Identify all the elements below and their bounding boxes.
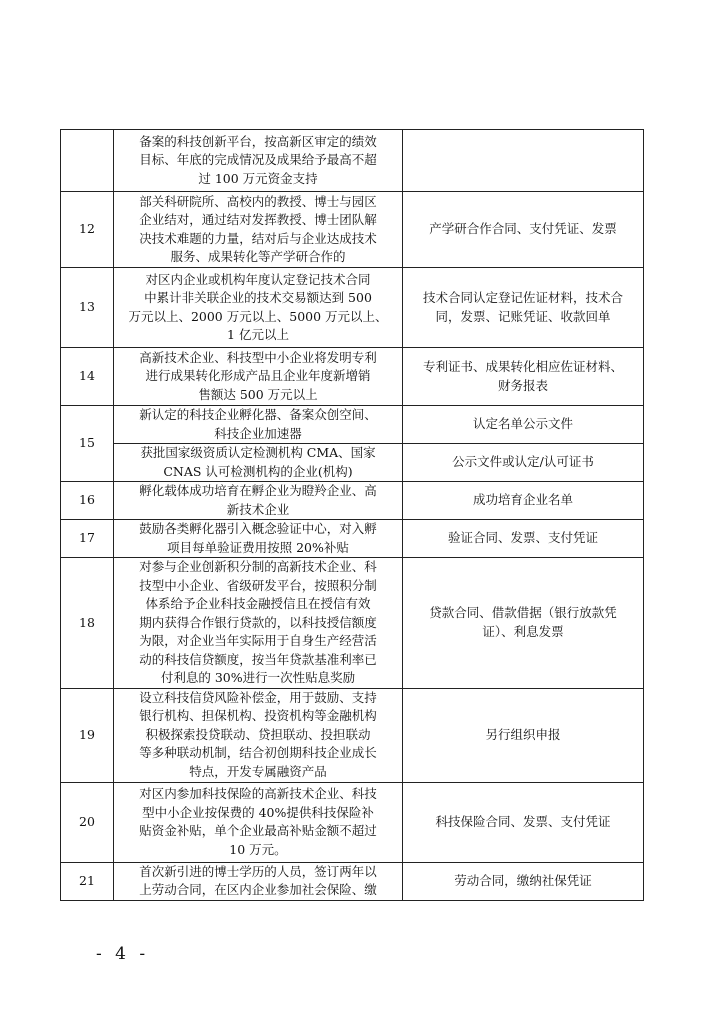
description-line: 体系给予企业科技金融授信且在授信有效	[145, 596, 371, 611]
table-row	[61, 688, 644, 782]
row-number: 14	[61, 348, 114, 406]
policy-description	[114, 268, 403, 348]
row-number: 15	[61, 406, 114, 482]
description-line: 企业结对，通过结对发挥教授、博士团队解	[139, 212, 377, 227]
description-line: 决技术难题的力量，结对后与企业达成技术	[139, 230, 377, 246]
description-line: 1 亿元以上	[227, 327, 289, 342]
policy-description	[114, 130, 403, 192]
required-materials	[403, 782, 644, 862]
required-materials	[403, 558, 644, 689]
row-number: 17	[61, 520, 114, 558]
policy-description	[114, 348, 403, 406]
required-materials	[403, 130, 644, 192]
required-materials	[403, 862, 644, 900]
table-row	[61, 192, 644, 268]
table-row	[61, 782, 644, 862]
row-number: 19	[61, 688, 114, 782]
description-line: 过 100 万元资金支持	[198, 170, 318, 186]
description-line: 积极探索投贷联动、贷担联动、投担联动	[145, 726, 371, 742]
description-line: CNAS 认可检测机构的企业(机构)	[163, 463, 353, 479]
materials-line: 认定名单公示文件	[472, 416, 573, 432]
description-line: 银行机构、担保机构、投资机构等金融机构	[139, 708, 377, 724]
policy-table	[60, 129, 644, 901]
description-line: 孵化载体成功培育在孵企业为瞪羚企业、高	[139, 483, 377, 498]
description-line: 付利息的 30%进行一次性贴息奖励	[160, 670, 356, 685]
description-line: 特点，开发专属融资产品	[189, 763, 327, 779]
description-line: 型中小企业按保费的 40%提供科技保险补	[142, 804, 374, 820]
required-materials	[403, 482, 644, 520]
materials-line: 技术合同认定登记佐证材料，技术合	[422, 290, 623, 305]
table-row	[61, 558, 644, 689]
materials-line: 成功培育企业名单	[472, 492, 573, 508]
policy-description	[114, 482, 403, 520]
table-row	[61, 268, 644, 348]
materials-line: 劳动合同，缴纳社保凭证	[454, 872, 592, 888]
description-line: 万元以上、2000 万元以上、5000 万元以上、	[128, 308, 388, 324]
description-line: 部关科研院所、高校内的教授、博士与园区	[139, 193, 377, 209]
table-row	[61, 130, 644, 192]
materials-line: 专利证书、成果转化相应佐证材料、	[422, 359, 623, 374]
description-line: 对区内参加科技保险的高新技术企业、科技	[139, 786, 377, 801]
description-line: 期内获得合作银行贷款的，以科技授信额度	[139, 614, 377, 630]
table-row	[61, 520, 644, 558]
description-line: 等多种联动机制，结合初创期科技企业成长	[139, 745, 377, 761]
description-line: 中累计非关联企业的技术交易额达到 500	[144, 290, 372, 305]
materials-line: 同，发票、记账凭证、收款回单	[435, 308, 611, 324]
required-materials	[403, 406, 644, 444]
required-materials	[403, 444, 644, 482]
description-line: 10 万元。	[229, 841, 287, 857]
row-number: 13	[61, 268, 114, 348]
row-number	[61, 130, 114, 192]
policy-description	[114, 406, 403, 444]
table-row	[61, 406, 644, 444]
materials-line: 科技保险合同、发票、支付凭证	[435, 813, 611, 829]
materials-line: 贷款合同、借款借据（银行放款凭	[429, 605, 617, 621]
policy-description	[114, 782, 403, 862]
description-line: 对参与企业创新积分制的高新技术企业、科	[139, 559, 377, 574]
required-materials	[403, 520, 644, 558]
policy-description	[114, 520, 403, 558]
required-materials	[403, 348, 644, 406]
materials-line: 财务报表	[497, 377, 548, 393]
description-line: 项目每单验证费用按照 20%补贴	[167, 539, 349, 555]
materials-line: 另行组织申报	[485, 726, 561, 742]
description-line: 贴资金补贴，单个企业最高补贴金额不超过	[139, 823, 377, 838]
required-materials	[403, 268, 644, 348]
page-number: - 4 -	[96, 944, 150, 964]
description-line: 新技术企业	[226, 501, 290, 517]
description-line: 服务、成果转化等产学研合作的	[170, 249, 346, 264]
row-number: 16	[61, 482, 114, 520]
description-line: 技型中小企业、省级研发平台，按照积分制	[139, 577, 377, 593]
description-line: 科技企业加速器	[214, 425, 302, 441]
description-line: 进行成果转化形成产品且企业年度新增销	[145, 368, 371, 384]
materials-line: 产学研合作合同、支付凭证、发票	[429, 221, 617, 237]
policy-description	[114, 688, 403, 782]
row-number: 20	[61, 782, 114, 862]
table-row	[61, 348, 644, 406]
description-line: 备案的科技创新平台，按高新区审定的绩效	[139, 133, 377, 149]
row-number: 18	[61, 558, 114, 689]
description-line: 首次新引进的博士学历的人员，签订两年以	[139, 863, 377, 879]
required-materials	[403, 192, 644, 268]
description-line: 上劳动合同，在区内企业参加社会保险、缴	[139, 882, 377, 897]
table-row	[61, 444, 644, 482]
policy-description	[114, 862, 403, 900]
description-line: 高新技术企业、科技型中小企业将发明专利	[139, 349, 377, 365]
description-line: 对区内企业或机构年度认定登记技术合同	[145, 271, 371, 287]
description-line: 动的科技信贷额度，按当年贷款基准利率已	[139, 651, 377, 667]
policy-description	[114, 558, 403, 689]
row-number: 12	[61, 192, 114, 268]
description-line: 售额达 500 万元以上	[198, 386, 318, 402]
required-materials	[403, 688, 644, 782]
row-number: 21	[61, 862, 114, 900]
table-row	[61, 862, 644, 900]
materials-line: 证）、利息发票	[482, 623, 564, 639]
description-line: 获批国家级资质认定检测机构 CMA、国家	[140, 445, 376, 460]
description-line: 为限，对企业当年实际用于自身生产经营活	[139, 633, 377, 648]
policy-description	[114, 192, 403, 268]
materials-line: 验证合同、发票、支付凭证	[447, 530, 598, 546]
description-line: 新认定的科技企业孵化器、备案众创空间、	[139, 407, 377, 422]
policy-description	[114, 444, 403, 482]
description-line: 鼓励各类孵化器引入概念验证中心，对入孵	[139, 521, 377, 536]
materials-line: 公示文件或认定/认可证书	[452, 454, 594, 470]
description-line: 设立科技信贷风险补偿金，用于鼓励、支持	[139, 689, 377, 705]
table-row	[61, 482, 644, 520]
description-line: 目标、年底的完成情况及成果给予最高不超	[139, 152, 377, 168]
